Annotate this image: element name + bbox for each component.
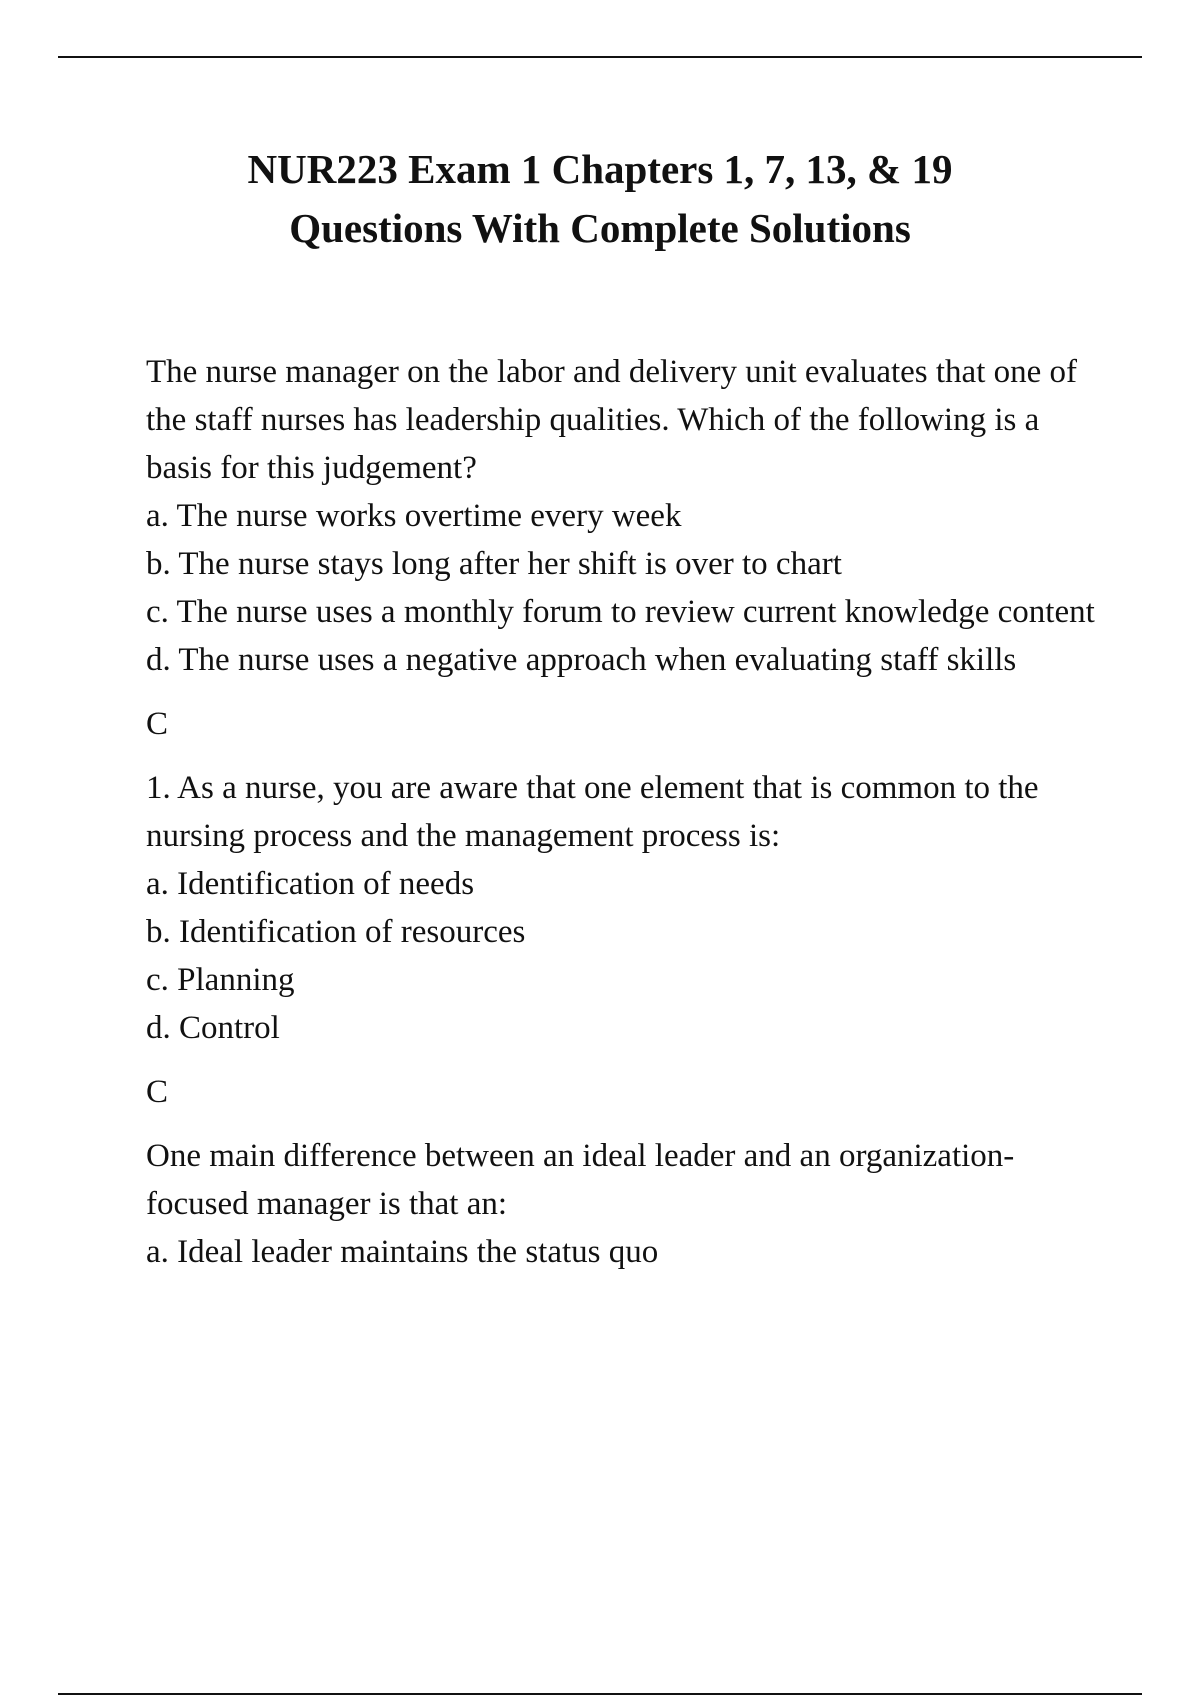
answer-option: b. The nurse stays long after her shift is over to chart [146,546,842,582]
correct-answer: C [146,706,169,742]
question-block [146,1132,1106,1276]
question-text: One main difference between an ideal leader and an organization-focused manager is that an: [146,1138,1015,1222]
top-rule [58,56,1142,58]
question-block [146,348,1106,684]
answer-option: a. The nurse works overtime every week [146,498,682,534]
answer-option: d. The nurse uses a negative approach when evaluating staff skills [146,642,1017,678]
answer-option: a. Ideal leader maintains the status quo [146,1234,659,1270]
question-block [146,764,1106,1052]
bottom-rule [58,1693,1142,1695]
document-body [146,348,1106,1292]
document-title [100,140,1100,258]
title-line-1: NUR223 Exam 1 Chapters 1, 7, 13, & 19 [247,146,953,192]
answer-option: b. Identification of resources [146,914,526,950]
answer-option: c. Planning [146,962,295,998]
question-text: The nurse manager on the labor and delivery unit evaluates that one of the staff nurses has leadership qualities. Which of the following is a basis for this judgement? [146,354,1077,486]
question-text: 1. As a nurse, you are aware that one element that is common to the nursing process and the management process is: [146,770,1039,854]
answer-option: d. Control [146,1010,280,1046]
answer-option: a. Identification of needs [146,866,475,902]
title-line-2: Questions With Complete Solutions [289,205,911,251]
answer-option: c. The nurse uses a monthly forum to review current knowledge content [146,594,1095,630]
correct-answer: C [146,1074,169,1110]
